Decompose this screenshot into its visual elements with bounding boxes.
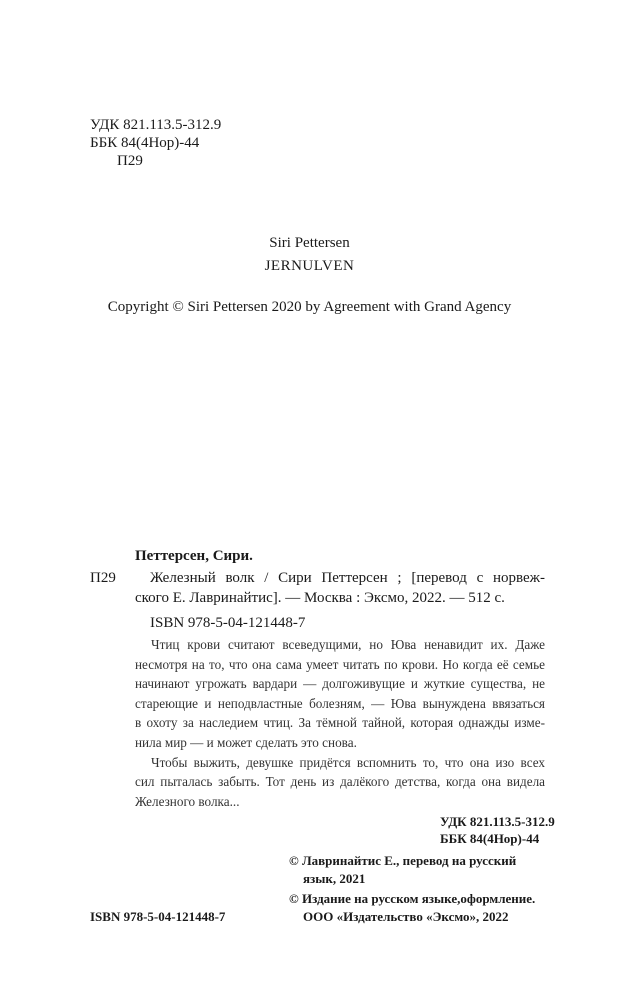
rights-line-4: ООО «Издательство «Эксмо», 2022 [303, 909, 509, 924]
catalog-line-1: Железный волк / Сири Петтерсен ; [перевод с норвеж- [150, 570, 545, 586]
annotation-line: начинают угрожать вардари — долгоживущие и жуткие существа, не [135, 676, 545, 692]
bottom-bbk: ББК 84(4Нор)-44 [440, 831, 540, 846]
rights-line-1: © Лавринайтис Е., перевод на русский [289, 853, 517, 868]
catalog-author-mark: П29 [90, 570, 116, 586]
author-mark: П29 [117, 153, 143, 169]
annotation-line: в охоту за наследием чтиц. За тёмной тайной, которая однажды изме- [135, 715, 545, 731]
catalog-isbn: ISBN 978-5-04-121448-7 [150, 615, 306, 631]
bbk-code: ББК 84(4Нор)-44 [90, 135, 200, 151]
annotation-line: сил пыталась забыть. Тот день из далёкого детства, когда она видела [135, 774, 545, 790]
annotation-line: стареющие и неподвластные болезням, — Юва вынуждена ввязаться [135, 695, 545, 711]
annotation-line: нила мир — и может сделать это снова. [135, 734, 357, 750]
original-title: JERNULVEN [264, 258, 355, 274]
isbn-bottom: ISBN 978-5-04-121448-7 [90, 909, 226, 924]
catalog-line-2: ского Е. Лавринайтис]. — Москва : Эксмо, 2022. — 512 с. [135, 590, 505, 606]
annotation-line: Чтобы выжить, девушке придётся вспомнить то, что она изо всех [151, 754, 545, 770]
rights-line-2: язык, 2021 [303, 871, 366, 886]
udk-code: УДК 821.113.5-312.9 [90, 117, 222, 133]
rights-line-3: © Издание на русском языке,оформление. [289, 891, 536, 906]
annotation-line: несмотря на то, что она сама умеет читать по крови. Но когда её семье [135, 656, 545, 672]
bottom-udk: УДК 821.113.5-312.9 [440, 814, 555, 829]
original-author: Siri Pettersen [269, 235, 350, 251]
annotation [135, 635, 545, 811]
annotation-line: Железного волка... [135, 793, 240, 809]
catalog-heading: Петтерсен, Сири. [135, 548, 253, 564]
copyright-line: Copyright © Siri Pettersen 2020 by Agreement with Grand Agency [107, 299, 512, 315]
annotation-line: Чтиц крови считают всеведущими, но Юва ненавидит их. Даже [151, 637, 545, 652]
